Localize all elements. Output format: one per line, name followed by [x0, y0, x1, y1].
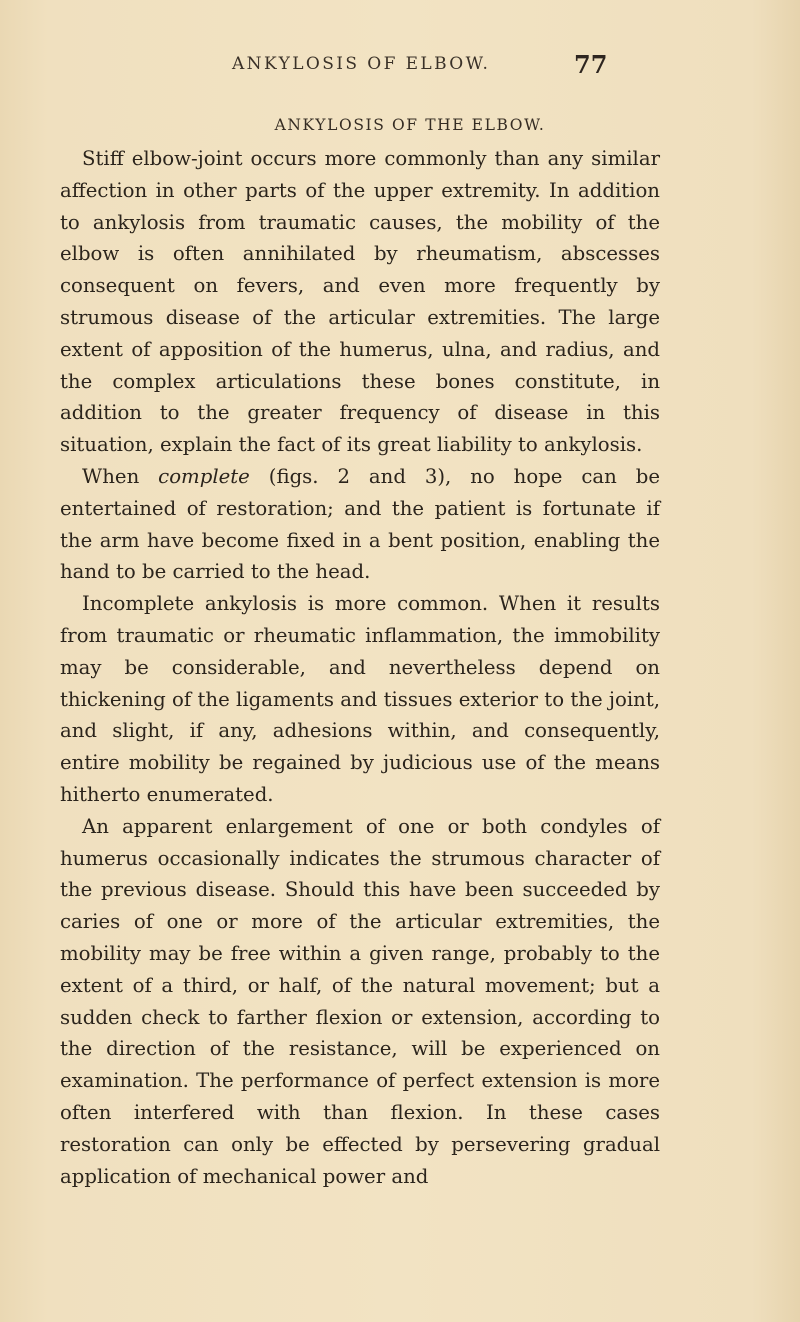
running-title: ANKYLOSIS OF ELBOW.	[232, 54, 491, 74]
body-text	[60, 143, 660, 1192]
paragraph-lead-in: When	[82, 464, 159, 488]
page-number: 77	[574, 50, 608, 79]
running-head	[0, 52, 800, 82]
paragraph-incomplete-ankylosis: Incomplete ankylosis is more common. When it results from traumatic or rheumatic inflammation, the immobility may be considerable, and nevertheless depend on thickening of the ligaments and tissues exterior to the joint, and slight, if any, adhesions within, and consequently, entire mobility be regained by judicious use of the means hitherto enumerated.	[60, 592, 660, 806]
paragraph-continuation: (figs. 2 and 3), no hope can be entertained of restoration; and the patient is fortunate if the arm have become fixed in a bent position, enabling the hand to be carried to the head.	[60, 464, 660, 584]
paragraph-stiff-elbow: Stiff elbow-joint occurs more commonly than any similar affection in other parts of the upper extremity. In addition to ankylosis from traumatic causes, the mobility of the elbow is often annihilated by rheumatism, abscesses consequent on fevers, and even more frequently by strumous disease of the articular extremities. The large extent of apposition of the humerus, ulna, and radius, and the complex articulations these bones constitute, in addition to the greater frequency of disease in this situation, explain the fact of its great liability to ankylosis.	[60, 147, 660, 457]
paragraph-complete-ankylosis	[60, 461, 660, 588]
section-heading: ANKYLOSIS OF THE ELBOW.	[274, 116, 546, 134]
paragraph-condyle-enlargement: An apparent enlargement of one or both condyles of humerus occasionally indicates the strumous character of the previous disease. Should this have been succeeded by caries of one or more of the articular extremities, the mobility may be free within a given range, probably to the extent of a third, or half, of the natural movement; but a sudden check to farther flexion or extension, according to the direction of the resistance, will be experienced on examination. The performance of perfect extension is more often interfered with than flexion. In these cases restoration can only be effected by persevering gradual application of mechanical power and	[60, 814, 660, 1188]
emphasis-complete: complete	[158, 464, 250, 488]
